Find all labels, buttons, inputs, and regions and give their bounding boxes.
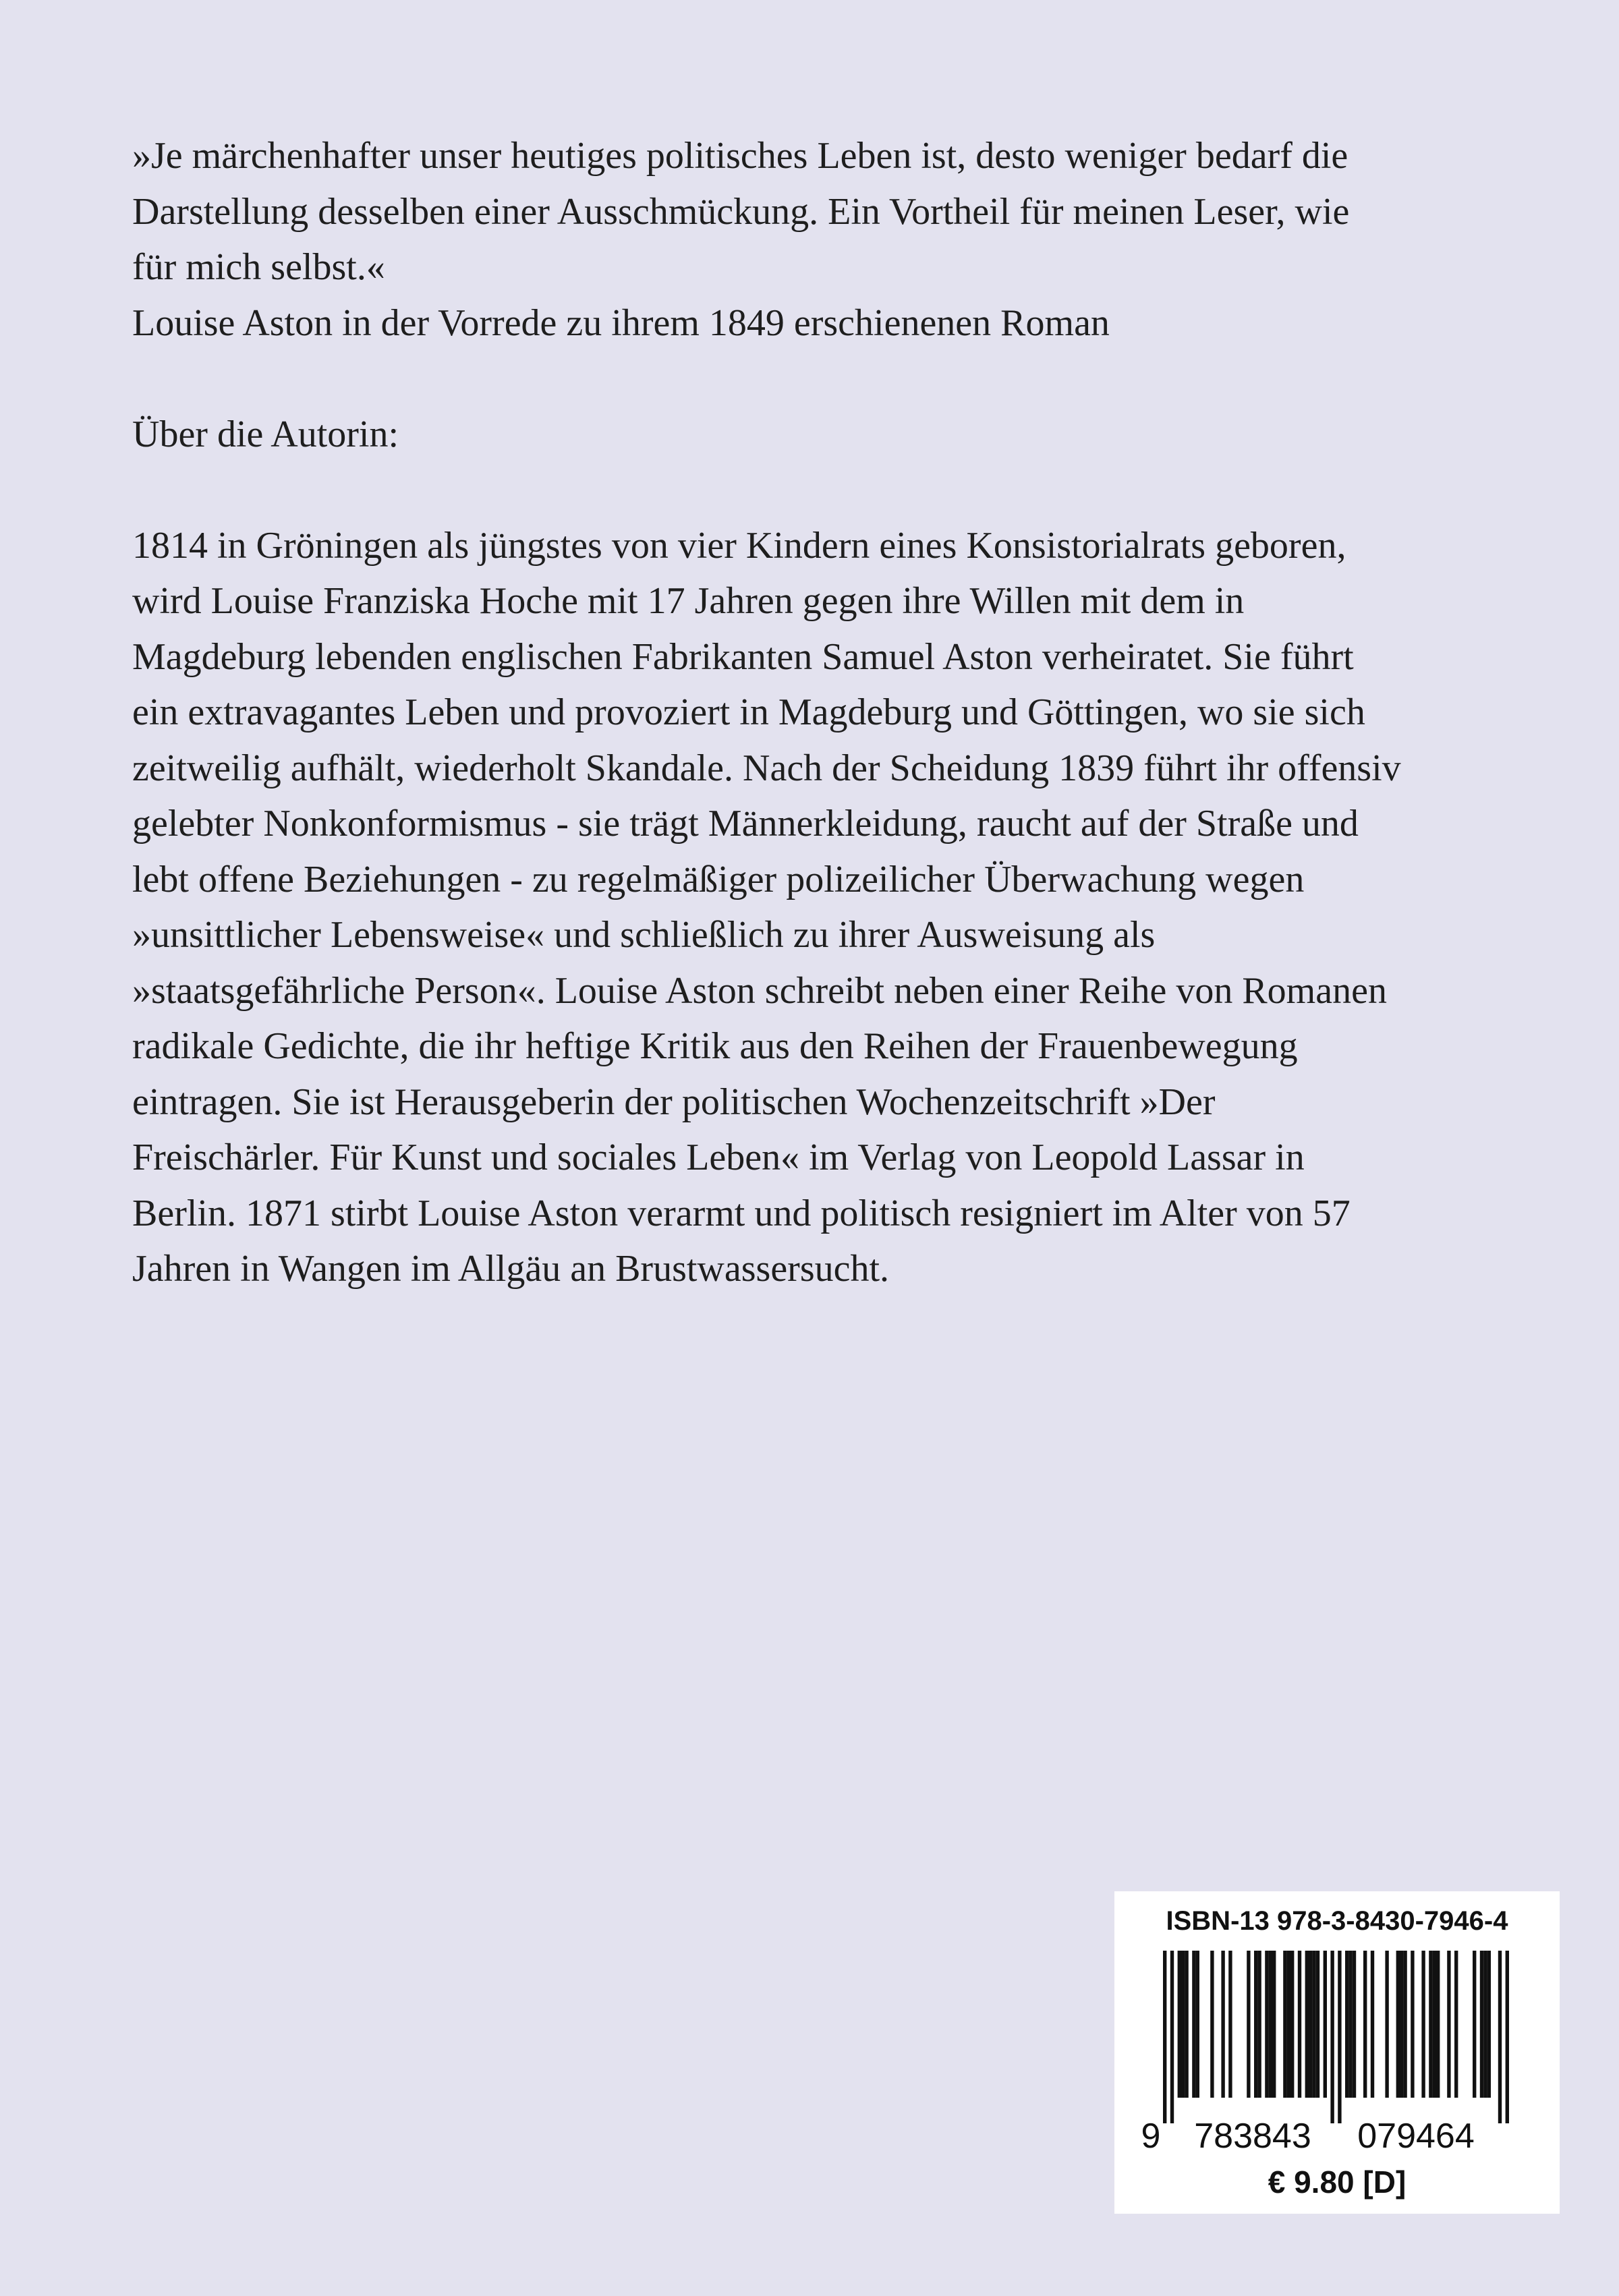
- barcode-bar-17: [1287, 1951, 1290, 2098]
- barcode-bar-42: [1454, 1951, 1458, 2098]
- bio-line-5: zeitweilig aufhält, wiederholt Skandale. Nach der Scheidung 1839 führt ihr offensiv: [132, 747, 1401, 789]
- barcode-bar-5: [1192, 1951, 1195, 2098]
- barcode-bar-21: [1309, 1951, 1312, 2098]
- barcode-bar-45: [1483, 1951, 1487, 2098]
- bio-line-2: wird Louise Franziska Hoche mit 17 Jahren gegen ihre Willen mit dem in: [132, 580, 1245, 622]
- barcode-bar-15: [1272, 1951, 1276, 2098]
- barcode-bar-1: [1170, 1951, 1174, 2123]
- barcode-bar-35: [1403, 1951, 1407, 2098]
- barcode-bar-14: [1269, 1951, 1272, 2098]
- barcode-bar-9: [1228, 1951, 1232, 2098]
- barcode-bar-46: [1487, 1951, 1491, 2098]
- barcode-bar-18: [1290, 1951, 1294, 2098]
- barcode-bar-12: [1257, 1951, 1261, 2098]
- bio-line-1: 1814 in Gröningen als jüngstes von vier Kindern eines Konsistorialrats geboren,: [132, 524, 1346, 567]
- barcode-bar-29: [1353, 1951, 1356, 2098]
- quote-line-2: Darstellung desselben einer Ausschmückung. Ein Vortheil für meinen Leser, wie: [132, 190, 1350, 233]
- barcode-bar-39: [1433, 1951, 1436, 2098]
- quote-line-3: für mich selbst.«: [132, 246, 385, 288]
- barcode-bar-19: [1298, 1951, 1301, 2098]
- barcode-bar-27: [1345, 1951, 1348, 2098]
- barcode-bar-47: [1498, 1951, 1502, 2123]
- barcode-bar-38: [1429, 1951, 1432, 2098]
- barcode-bar-22: [1312, 1951, 1315, 2098]
- barcode-bar-7: [1210, 1951, 1214, 2098]
- quote-line-1: »Je märchenhafter unser heutiges politisches Leben ist, desto weniger bedarf die: [132, 135, 1348, 177]
- bio-line-8: »unsittlicher Lebensweise« und schließlich zu ihrer Ausweisung als: [132, 914, 1156, 956]
- barcode-bar-37: [1421, 1951, 1425, 2098]
- barcode-bar-28: [1348, 1951, 1352, 2098]
- about-author-heading: Über die Autorin:: [132, 413, 399, 455]
- bio-line-12: Freischärler. Für Kunst und sociales Leben« im Verlag von Leopold Lassar in: [132, 1137, 1305, 1178]
- barcode-bar-6: [1196, 1951, 1199, 2098]
- barcode-bar-23: [1316, 1951, 1319, 2098]
- barcode-bar-4: [1185, 1951, 1188, 2098]
- barcode-bar-44: [1480, 1951, 1483, 2098]
- barcode-bar-3: [1181, 1951, 1185, 2098]
- spacer: [132, 462, 1515, 518]
- barcode-bar-48: [1506, 1951, 1509, 2123]
- barcode-bars: [1163, 1951, 1509, 2123]
- barcode-bar-13: [1265, 1951, 1268, 2098]
- barcode-bar-33: [1396, 1951, 1400, 2098]
- back-cover-text: [132, 128, 1515, 1297]
- barcode-bar-32: [1385, 1951, 1388, 2098]
- barcode-bar-34: [1400, 1951, 1403, 2098]
- barcode-bar-0: [1163, 1951, 1166, 2123]
- barcode-bar-8: [1221, 1951, 1224, 2098]
- barcode-bar-31: [1371, 1951, 1374, 2098]
- barcode-bar-20: [1305, 1951, 1309, 2098]
- spacer: [132, 351, 1515, 407]
- bio-line-7: lebt offene Beziehungen - zu regelmäßiger polizeilicher Überwachung wegen: [132, 858, 1305, 900]
- barcode-digit-first: 9: [1141, 2117, 1161, 2156]
- bio-line-3: Magdeburg lebenden englischen Fabrikanten Samuel Aston verheiratet. Sie führt: [132, 635, 1354, 678]
- bio-line-10: radikale Gedichte, die ihr heftige Kritik aus den Reihen der Frauenbewegung: [132, 1025, 1298, 1067]
- barcode-bar-16: [1283, 1951, 1286, 2098]
- barcode-bar-26: [1338, 1951, 1341, 2123]
- bio-line-9: »staatsgefährliche Person«. Louise Aston schreibt neben einer Reihe von Romanen: [132, 969, 1387, 1012]
- barcode-digits-left: 783843: [1194, 2117, 1311, 2156]
- bio-line-14: Jahren in Wangen im Allgäu an Brustwassersucht.: [132, 1248, 890, 1290]
- isbn-label: ISBN-13 978-3-8430-7946-4: [1166, 1906, 1508, 1936]
- barcode-bar-43: [1473, 1951, 1476, 2098]
- barcode-bar-41: [1447, 1951, 1450, 2098]
- bio-line-4: ein extravagantes Leben und provoziert in Magdeburg und Göttingen, wo sie sich: [132, 691, 1365, 733]
- barcode-bar-40: [1436, 1951, 1440, 2098]
- isbn-barcode-panel: [1114, 1891, 1560, 2214]
- barcode-bar-10: [1247, 1951, 1250, 2098]
- barcode-bar-2: [1178, 1951, 1181, 2098]
- barcode-bar-25: [1330, 1951, 1334, 2123]
- bio-line-13: Berlin. 1871 stirbt Louise Aston verarmt und politisch resigniert im Alter von 57: [132, 1192, 1351, 1234]
- bio-line-6: gelebter Nonkonformismus - sie trägt Männerkleidung, raucht auf der Straße und: [132, 803, 1359, 844]
- barcode-bar-24: [1324, 1951, 1327, 2098]
- bio-line-11: eintragen. Sie ist Herausgeberin der politischen Wochenzeitschrift »Der: [132, 1081, 1216, 1123]
- barcode-bar-30: [1363, 1951, 1367, 2098]
- barcode-image: [1139, 1951, 1535, 2161]
- barcode-digits-right: 079464: [1357, 2117, 1475, 2156]
- barcode-bar-11: [1254, 1951, 1257, 2098]
- barcode-bar-36: [1411, 1951, 1414, 2098]
- quote-attribution: Louise Aston in der Vorrede zu ihrem 1849 erschienenen Roman: [132, 302, 1110, 344]
- price-label: € 9.80 [D]: [1268, 2164, 1407, 2200]
